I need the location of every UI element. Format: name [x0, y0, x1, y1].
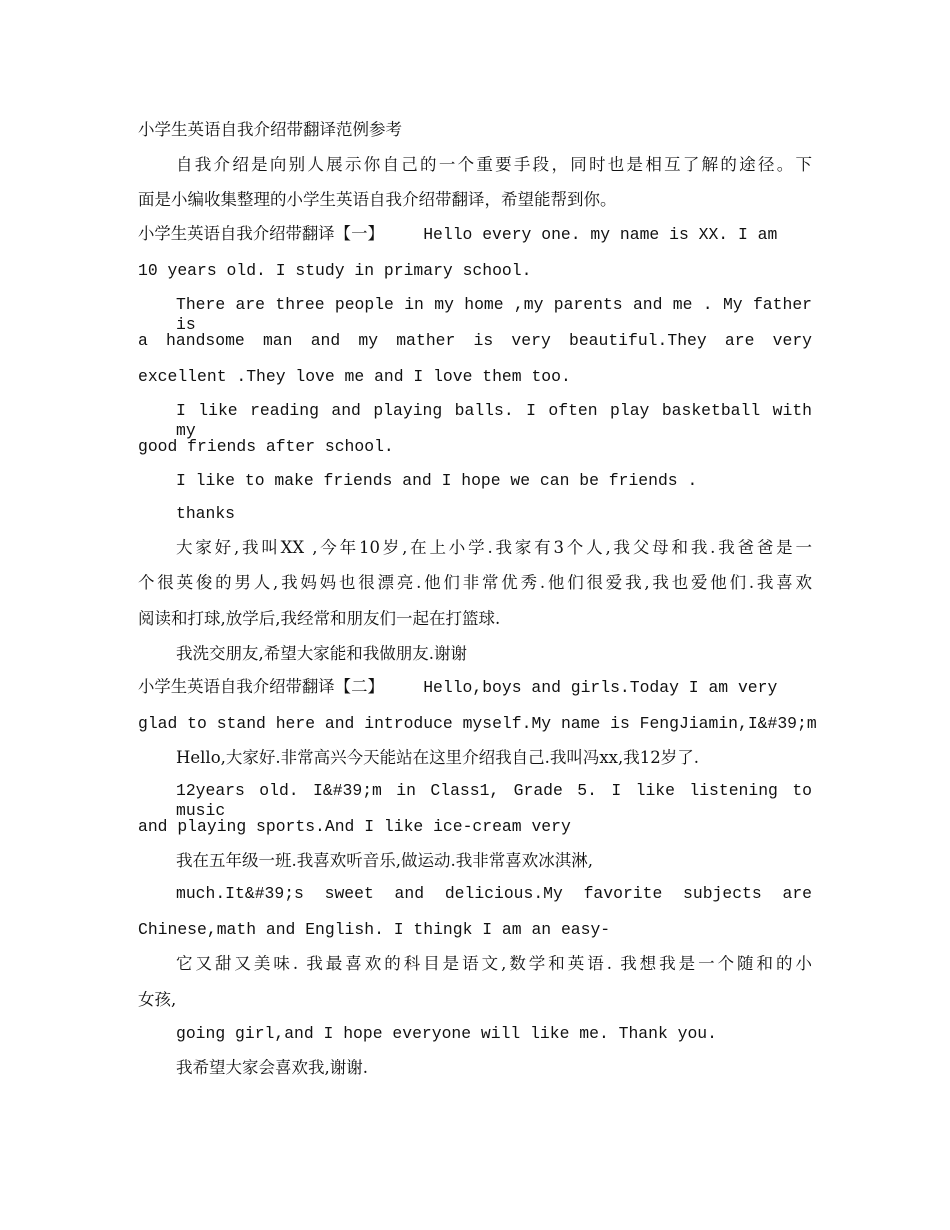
- translation-line: 阅读和打球,放学后,我经常和朋友们一起在打篮球.: [138, 609, 501, 628]
- text-line: 10 years old. I study in primary school.: [138, 261, 532, 280]
- text-line: Chinese,math and English. I thingk I am an easy-: [138, 920, 611, 939]
- translation-line: 它又甜又美味. 我最喜欢的科目是语文,数学和英语. 我想我是一个随和的小: [176, 954, 812, 973]
- text-line: good friends after school.: [138, 437, 394, 456]
- translation-line: 我在五年级一班.我喜欢听音乐,做运动.我非常喜欢冰淇淋,: [176, 851, 593, 870]
- text-line: excellent .They love me and I love them too.: [138, 367, 571, 386]
- translation-line: 大家好,我叫XX ,今年10岁,在上小学.我家有3个人,我父母和我.我爸爸是一: [176, 538, 812, 557]
- text-line: and playing sports.And I like ice-cream very: [138, 817, 571, 836]
- text-line: much.It&#39;s sweet and delicious.My favorite subjects are: [176, 884, 812, 903]
- translation-line: Hello,大家好.非常高兴今天能站在这里介绍我自己.我叫冯xx,我12岁了.: [176, 748, 699, 767]
- intro-line-2: 面是小编收集整理的小学生英语自我介绍带翻译，希望能帮到你。: [138, 190, 617, 209]
- text-line: I like to make friends and I hope we can be friends .: [176, 471, 698, 490]
- translation-line: 女孩,: [138, 990, 177, 1009]
- text-line: I like reading and playing balls. I often play basketball with my: [176, 401, 812, 440]
- text-line: 12years old. I&#39;m in Class1, Grade 5. I like listening to music: [176, 781, 812, 820]
- section-two-heading: 小学生英语自我介绍带翻译【二】 Hello,boys and girls.Today I am very: [138, 678, 778, 697]
- text-line: glad to stand here and introduce myself.My name is FengJiamin,I&#39;m: [138, 714, 817, 733]
- document-title: 小学生英语自我介绍带翻译范例参考: [138, 120, 402, 139]
- text-line: thanks: [176, 504, 236, 523]
- text-line: going girl,and I hope everyone will like me. Thank you.: [176, 1024, 717, 1043]
- translation-line: 我洗交朋友,希望大家能和我做朋友.谢谢: [176, 644, 467, 663]
- intro-line-1: 自我介绍是向别人展示你自己的一个重要手段，同时也是相互了解的途径。下: [176, 155, 812, 174]
- section-one-heading: 小学生英语自我介绍带翻译【一】 Hello every one. my name is XX. I am: [138, 225, 778, 244]
- text-line: There are three people in my home ,my parents and me . My father is: [176, 295, 812, 334]
- translation-line: 个很英俊的男人,我妈妈也很漂亮.他们非常优秀.他们很爱我,我也爱他们.我喜欢: [138, 573, 812, 592]
- text-line: a handsome man and my mather is very beautiful.They are very: [138, 331, 812, 350]
- translation-line: 我希望大家会喜欢我,谢谢.: [176, 1058, 368, 1077]
